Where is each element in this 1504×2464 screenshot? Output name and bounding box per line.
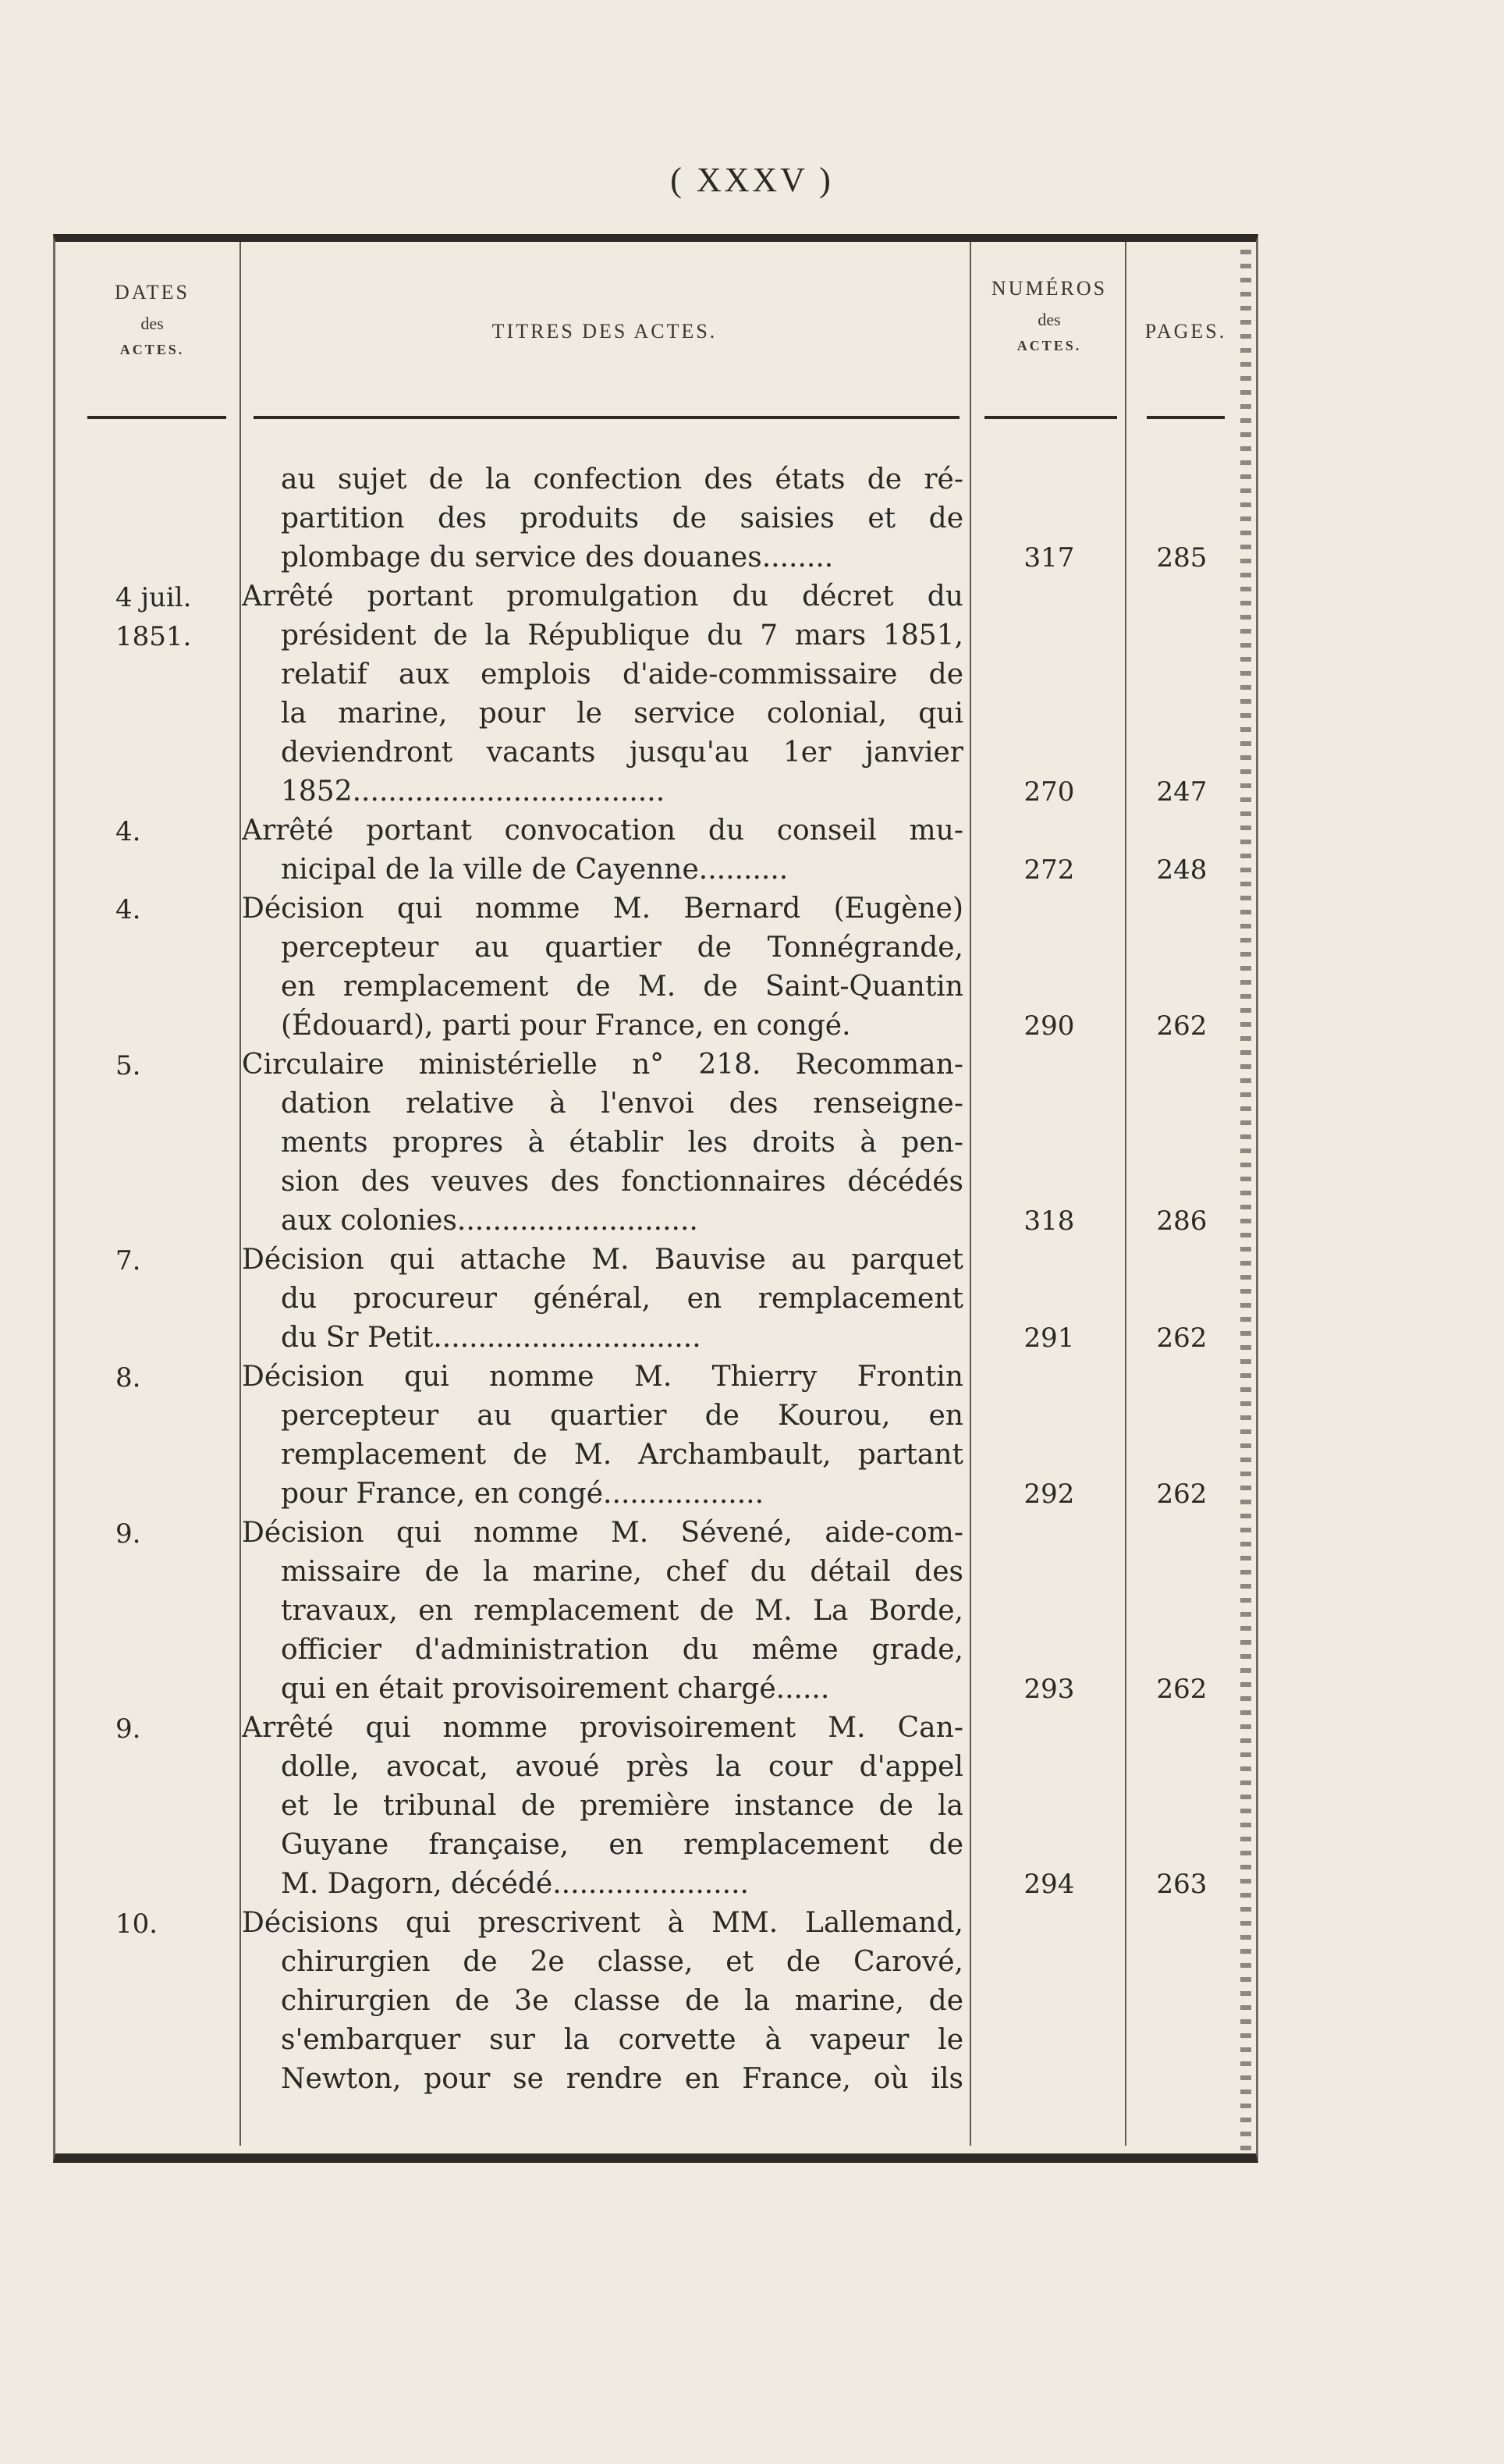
entry-date: 4. [115,816,141,847]
act-number: 317 [1023,542,1075,573]
entry-date: 4 juil. [115,582,192,613]
act-number: 291 [1023,1323,1075,1354]
entry-line: dolle, avocat, avoué près la cour d'appel [281,1751,963,1783]
entry-line: Décision qui nomme M. Sévené, aide-com- [242,1517,963,1549]
header-numbers: NUMÉROS des ACTES. [991,277,1108,353]
entry-line: travaux, en remplacement de M. La Borde, [281,1595,963,1627]
entry-line: chirurgien de 2e classe, et de Carové, [281,1946,963,1978]
entry-date: 9. [115,1713,141,1745]
entry-date: 5. [115,1050,141,1081]
entry-line: nicipal de la ville de Cayenne.......... [281,854,789,886]
page-ref: 286 [1156,1205,1208,1237]
entry-date: 8. [115,1362,141,1394]
entry-line: Arrêté portant promulgation du décret du [242,580,963,612]
entry-line: ments propres à établir les droits à pen- [281,1127,963,1159]
entry-line: Newton, pour se rendre en France, où ils [281,2063,963,2095]
entry-line: Guyane française, en remplacement de [281,1829,963,1861]
page-ref: 247 [1156,776,1208,808]
column-divider-titles [970,242,971,2146]
act-number: 293 [1023,1674,1075,1705]
entry-line: percepteur au quartier de Kourou, en [281,1400,963,1432]
header-rule-titles [254,416,960,419]
entry-line: partition des produits de saisies et de [281,502,963,534]
page-ref: 262 [1156,1010,1208,1042]
entry-line: Décision qui nomme M. Thierry Frontin [242,1361,963,1393]
entry-date: 10. [115,1908,158,1940]
entry-date: 4. [115,894,141,925]
header-rule-dates [87,416,226,419]
page-ref: 263 [1156,1869,1208,1900]
entry-line: la marine, pour le service colonial, qui [281,698,963,730]
entry-line: relatif aux emplois d'aide-commissaire de [281,659,963,691]
page-ref: 262 [1156,1323,1208,1354]
header-dates: DATES des ACTES. [115,281,190,357]
entry-line: en remplacement de M. de Saint-Quantin [281,971,963,1003]
entry-date: 1851. [115,621,192,652]
entry-line: et le tribunal de première instance de la [281,1790,963,1822]
header-rule-pages [1147,416,1225,419]
entry-line: Arrêté portant convocation du conseil mu- [242,815,963,847]
entry-line: missaire de la marine, chef du détail des [281,1556,963,1588]
entry-line: officier d'administration du même grade, [281,1634,963,1666]
entry-date: 7. [115,1245,141,1276]
page-ref: 285 [1156,542,1208,573]
entry-date: 9. [115,1518,141,1550]
entry-line: aux colonies........................... [281,1205,698,1237]
column-divider-dates [239,242,241,2146]
header-pages: PAGES. [1144,320,1227,343]
act-number: 290 [1023,1010,1075,1042]
entry-line: sion des veuves des fonctionnaires décédés [281,1166,963,1198]
page-ref: 262 [1156,1479,1208,1510]
act-number: 270 [1023,776,1075,808]
entry-line: du Sr Petit.............................. [281,1322,701,1354]
entry-line: M. Dagorn, décédé...................... [281,1868,749,1900]
entry-line: Décisions qui prescrivent à MM. Lallemand, [242,1907,963,1939]
header-rule-numbers [984,416,1117,419]
column-divider-numbers [1125,242,1126,2146]
entry-line: qui en était provisoirement chargé...... [281,1673,830,1705]
act-number: 272 [1023,854,1075,886]
entry-line: deviendront vacants jusqu'au 1er janvier [281,737,963,769]
act-number: 318 [1023,1205,1075,1237]
entry-line: 1852................................... [281,776,665,808]
act-number: 294 [1023,1869,1075,1900]
entry-line: chirurgien de 3e classe de la marine, de [281,1985,963,2017]
page-number: ( XXXV ) [670,161,834,199]
header-titles: TITRES DES ACTES. [491,320,718,343]
entry-line: Décision qui attache M. Bauvise au parquet [242,1244,963,1276]
entry-line: percepteur au quartier de Tonnégrande, [281,932,963,964]
entry-line: plombage du service des douanes........ [281,541,834,573]
entry-line: pour France, en congé.................. [281,1478,764,1510]
entry-line: du procureur général, en remplacement [281,1283,963,1315]
entry-line: Circulaire ministérielle n° 218. Recomman- [242,1049,963,1081]
entry-line: président de la République du 7 mars 1851, [281,620,963,652]
entry-line: au sujet de la confection des états de ré- [281,463,963,495]
entry-line: (Édouard), parti pour France, en congé. [281,1010,851,1042]
entry-line: remplacement de M. Archambault, partant [281,1439,963,1471]
entry-line: dation relative à l'envoi des renseigne- [281,1088,963,1120]
entry-line: Décision qui nomme M. Bernard (Eugène) [242,893,963,925]
act-number: 292 [1023,1479,1075,1510]
page-ref: 262 [1156,1674,1208,1705]
entry-line: s'embarquer sur la corvette à vapeur le [281,2024,963,2056]
page-ref: 248 [1156,854,1208,886]
entry-line: Arrêté qui nomme provisoirement M. Can- [242,1712,963,1744]
